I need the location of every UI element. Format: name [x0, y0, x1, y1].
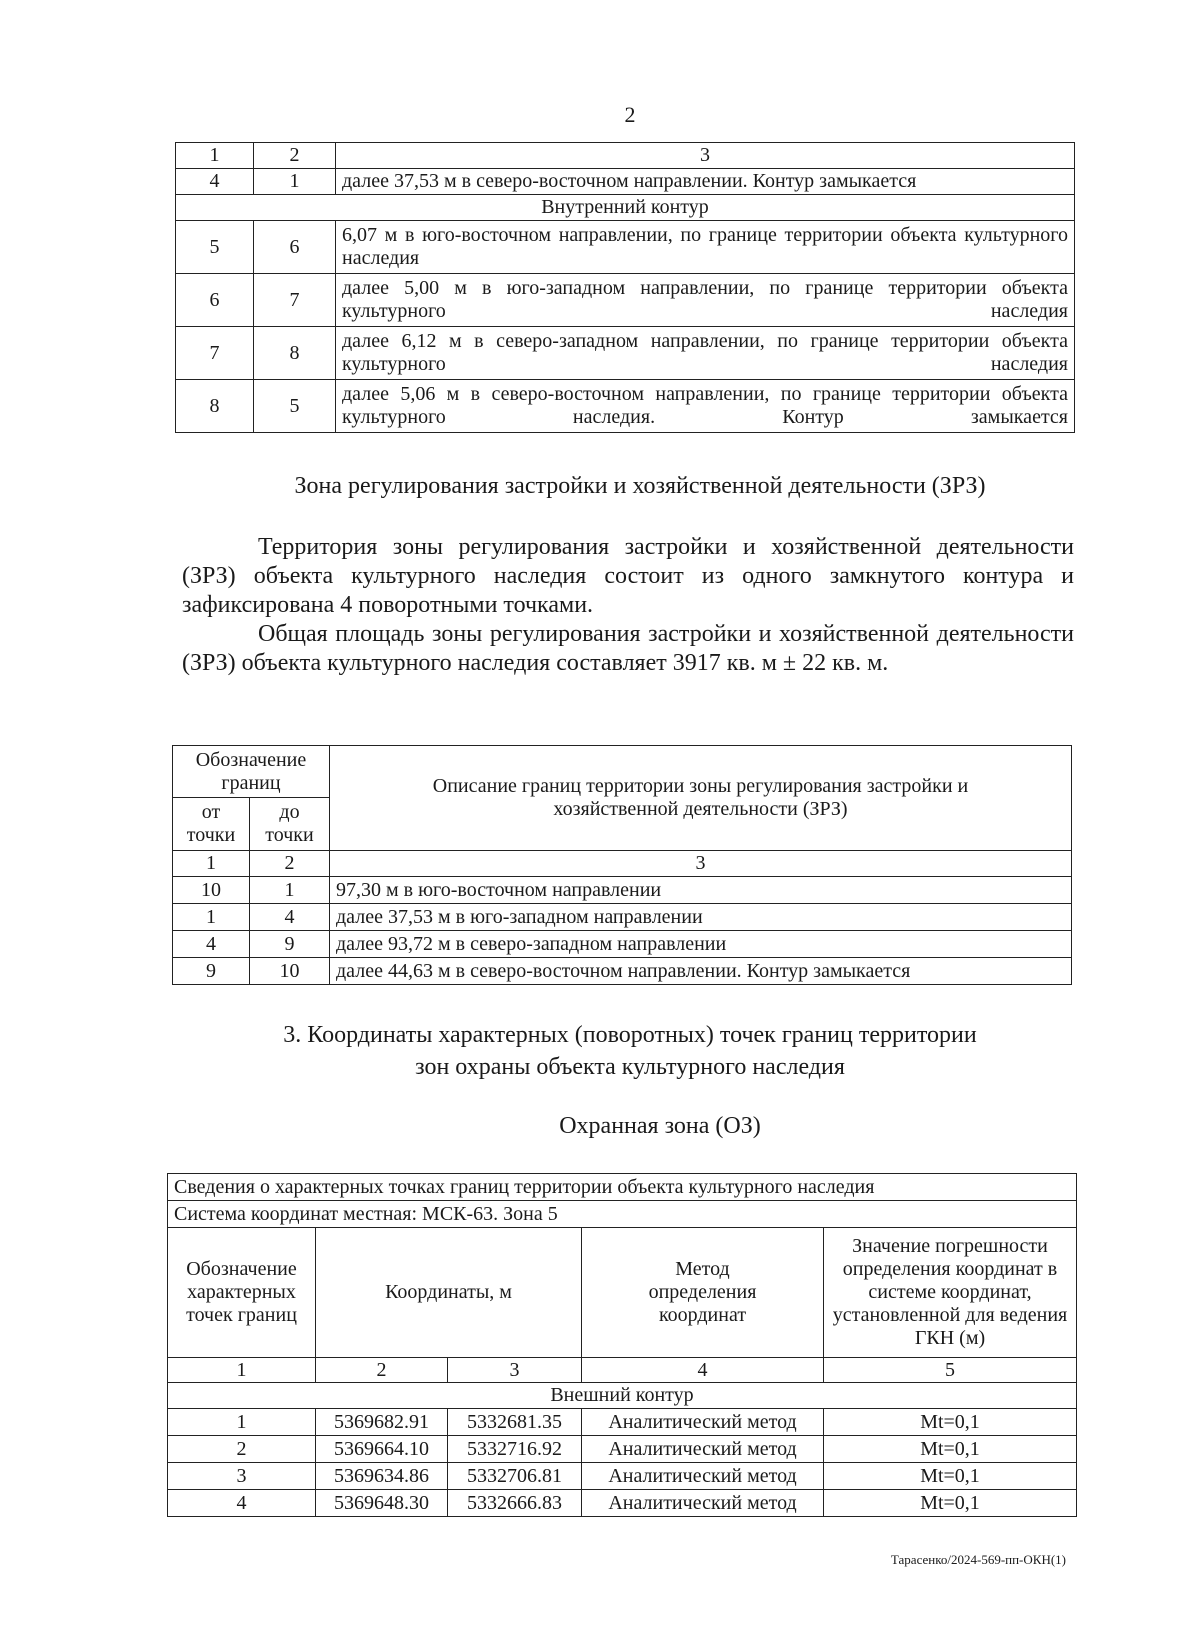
info-row — [168, 1201, 1077, 1228]
column-number: 1 — [168, 1358, 316, 1383]
boundary-description: 97,30 м в юго-восточном направлении — [330, 877, 1072, 904]
coord-y: 5332681.35 — [448, 1409, 582, 1436]
section-title: Внутренний контур — [176, 195, 1075, 221]
point-number: 2 — [168, 1436, 316, 1463]
point-number: 3 — [168, 1463, 316, 1490]
document-footer: Тарасенко/2024-569-пп-ОКН(1) — [890, 1552, 1066, 1567]
from-point: 7 — [176, 327, 254, 380]
error-value: Mt=0,1 — [824, 1436, 1077, 1463]
header-description: Описание границ территории зоны регулирования застройки и хозяйственной деятельности (ЗРЗ) — [330, 746, 1072, 851]
description-text: 6,07 м в юго-восточном направлении, по границе территории объекта культурного наследия — [342, 224, 1068, 269]
coord-y: 5332706.81 — [448, 1463, 582, 1490]
section-row — [168, 1383, 1077, 1409]
from-point: 8 — [176, 380, 254, 433]
header-from: от точки — [173, 798, 250, 851]
header-points: Обозначение характерных точек границ — [168, 1228, 316, 1358]
boundary-description — [336, 274, 1075, 327]
method: Аналитический метод — [582, 1436, 824, 1463]
table-row — [173, 877, 1072, 904]
column-number: 3 — [448, 1358, 582, 1383]
zrz-heading: Зона регулирования застройки и хозяйственной деятельности (ЗРЗ) — [294, 473, 986, 499]
coord-x: 5369648.30 — [316, 1490, 448, 1517]
boundary-description: далее 93,72 м в северо-западном направлении — [330, 931, 1072, 958]
column-number: 1 — [173, 851, 250, 877]
zrz-paragraph-1: Территория зоны регулирования застройки и хозяйственной деятельности (ЗРЗ) объекта культурного наследия состоит из одного замкнутого контура и зафиксирована 4 поворотными точками. — [182, 534, 1074, 618]
zrz-text — [182, 533, 1074, 678]
from-point: 1 — [173, 904, 250, 931]
zrz-paragraph-2: Общая площадь зоны регулирования застройки и хозяйственной деятельности (ЗРЗ) объекта культурного наследия составляет 3917 кв. м ± 22 кв. м. — [182, 621, 1074, 676]
table-header-row — [168, 1228, 1077, 1358]
to-point: 10 — [250, 958, 330, 985]
error-value: Mt=0,1 — [824, 1409, 1077, 1436]
method: Аналитический метод — [582, 1463, 824, 1490]
section-row — [176, 195, 1075, 221]
coord-x: 5369664.10 — [316, 1436, 448, 1463]
table-row — [173, 904, 1072, 931]
table-coordinates — [167, 1173, 1077, 1517]
error-value: Mt=0,1 — [824, 1463, 1077, 1490]
boundary-description: далее 37,53 м в юго-западном направлении — [330, 904, 1072, 931]
to-point: 1 — [250, 877, 330, 904]
from-point: 5 — [176, 221, 254, 274]
page-number: 2 — [624, 102, 636, 127]
boundary-description — [336, 221, 1075, 274]
table-row — [168, 1409, 1077, 1436]
coord-y: 5332666.83 — [448, 1490, 582, 1517]
to-point: 6 — [254, 221, 336, 274]
column-number: 4 — [582, 1358, 824, 1383]
table-row — [176, 221, 1075, 274]
from-point: 6 — [176, 274, 254, 327]
section-title: Внешний контур — [168, 1383, 1077, 1409]
header-method: Метод определения координат — [582, 1228, 824, 1358]
header-designation: Обозначение границ — [173, 746, 330, 798]
boundary-description: далее 44,63 м в северо-восточном направлении. Контур замыкается — [330, 958, 1072, 985]
column-number: 5 — [824, 1358, 1077, 1383]
from-point: 9 — [173, 958, 250, 985]
boundary-description — [336, 380, 1075, 433]
column-number: 3 — [330, 851, 1072, 877]
column-number: 2 — [250, 851, 330, 877]
table-row — [173, 958, 1072, 985]
header-coordinates: Координаты, м — [316, 1228, 582, 1358]
table-header-row — [176, 143, 1075, 169]
table-row — [176, 169, 1075, 195]
from-point: 4 — [176, 169, 254, 195]
method: Аналитический метод — [582, 1409, 824, 1436]
to-point: 8 — [254, 327, 336, 380]
table-row — [168, 1490, 1077, 1517]
boundary-description: далее 37,53 м в северо-восточном направлении. Контур замыкается — [336, 169, 1075, 195]
section3-heading-line2: зон охраны объекта культурного наследия — [415, 1054, 845, 1080]
table-zrz-boundaries — [172, 745, 1072, 985]
to-point: 4 — [250, 904, 330, 931]
table-info: Сведения о характерных точках границ территории объекта культурного наследия — [168, 1174, 1077, 1201]
header-to: до точки — [250, 798, 330, 851]
coord-x: 5369634.86 — [316, 1463, 448, 1490]
to-point: 9 — [250, 931, 330, 958]
coord-x: 5369682.91 — [316, 1409, 448, 1436]
column-number: 2 — [316, 1358, 448, 1383]
table-row — [168, 1436, 1077, 1463]
table-row — [168, 1463, 1077, 1490]
coord-y: 5332716.92 — [448, 1436, 582, 1463]
table-row — [176, 380, 1075, 433]
point-number: 4 — [168, 1490, 316, 1517]
numbering-row — [173, 851, 1072, 877]
table-header-row — [173, 746, 1072, 798]
description-text: далее 5,00 м в юго-западном направлении, по границе территории объекта культурного наследия — [342, 277, 1068, 322]
to-point: 7 — [254, 274, 336, 327]
description-text: далее 5,06 м в северо-восточном направлении, по границе территории объекта культурного наследия. Контур замыкается — [342, 383, 1068, 428]
point-number: 1 — [168, 1409, 316, 1436]
method: Аналитический метод — [582, 1490, 824, 1517]
description-text: далее 6,12 м в северо-западном направлении, по границе территории объекта культурного наследия — [342, 330, 1068, 375]
info-row — [168, 1174, 1077, 1201]
to-point: 1 — [254, 169, 336, 195]
header-error: Значение погрешности определения координат в системе координат, установленной для ведения ГКН (м) — [824, 1228, 1077, 1358]
header-cell: 2 — [254, 143, 336, 169]
error-value: Mt=0,1 — [824, 1490, 1077, 1517]
coordinate-system: Система координат местная: МСК-63. Зона 5 — [168, 1201, 1077, 1228]
numbering-row — [168, 1358, 1077, 1383]
table-row — [176, 274, 1075, 327]
from-point: 4 — [173, 931, 250, 958]
oz-heading: Охранная зона (ОЗ) — [559, 1113, 761, 1139]
boundary-description — [336, 327, 1075, 380]
to-point: 5 — [254, 380, 336, 433]
table-row — [176, 327, 1075, 380]
header-cell: 3 — [336, 143, 1075, 169]
from-point: 10 — [173, 877, 250, 904]
table-boundary-continuation — [175, 142, 1075, 433]
header-cell: 1 — [176, 143, 254, 169]
section3-heading-line1: 3. Координаты характерных (поворотных) точек границ территории — [283, 1022, 977, 1048]
table-row — [173, 931, 1072, 958]
